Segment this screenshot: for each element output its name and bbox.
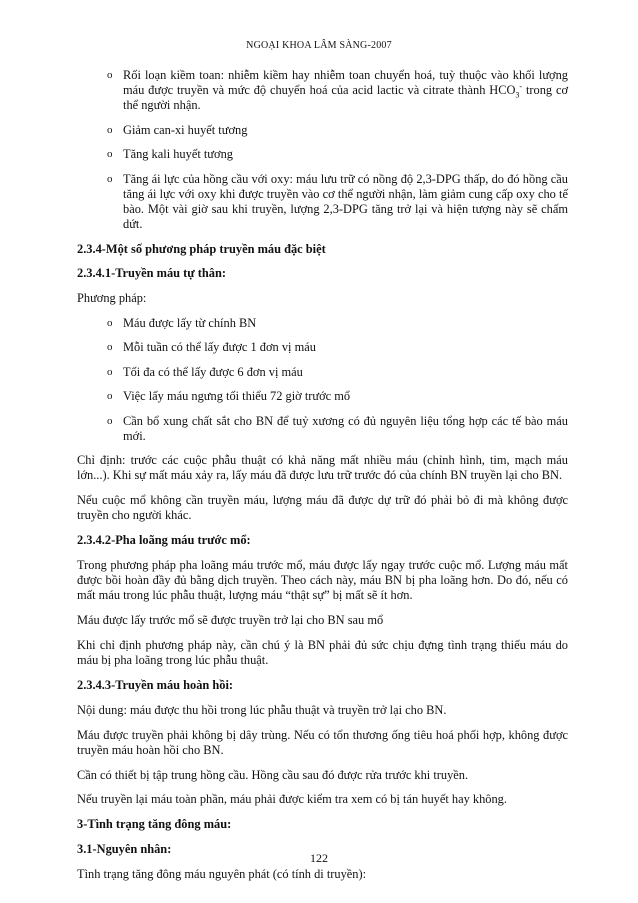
paragraph-salvage-4: Nếu truyền lại máu toàn phần, máu phải được kiểm tra xem có bị tán huyết hay không. (77, 792, 507, 807)
paragraph-dilution-3: Khi chỉ định phương pháp này, cần chú ý là BN phải đủ sức chịu đựng tình trạng thiếu máu do máu bị pha loãng trong lúc phẫu thuật. (77, 637, 568, 668)
list-item-text: Mỗi tuần có thể lấy được 1 đơn vị máu (123, 340, 316, 355)
section-heading-2-3-4-2: 2.3.4.2-Pha loãng máu trước mổ: (77, 533, 251, 548)
complication-list (77, 68, 568, 232)
list-item (77, 147, 568, 162)
list-item (77, 123, 568, 138)
paragraph-method: Phương pháp: (77, 291, 147, 306)
section-heading-2-3-4-3: 2.3.4.3-Truyền máu hoàn hồi: (77, 677, 234, 692)
list-item-text: Việc lấy máu ngưng tối thiểu 72 giờ trước mổ (123, 389, 351, 404)
bullet-marker: o (107, 390, 113, 403)
paragraph-salvage-1: Nội dung: máu được thu hồi trong lúc phẫu thuật và truyền trở lại cho BN. (77, 702, 447, 717)
list-item (77, 414, 568, 444)
page-content (77, 68, 568, 892)
list-item-text: Cần bổ xung chất sắt cho BN để tuỷ xương có đủ nguyên liệu tổng hợp các tế bào máu mới. (123, 413, 568, 443)
bicarbonate-formula: $HCO_3^-$ (489, 82, 523, 100)
list-item-text: Giảm can-xi huyết tương (123, 122, 248, 137)
paragraph-dilution-1: Trong phương pháp pha loãng máu trước mổ, máu được lấy ngay trước cuộc mổ. Lượng máu mất được bồi hoàn đầy đủ bằng dịch truyền. Theo cách này, máu BN bị pha loãng hơn. Do đó, nếu có mất máu trong lúc phẫu thuật, lượng máu “thật sự” bị mất sẽ ít hơn. (77, 557, 568, 603)
bullet-marker: o (107, 69, 113, 81)
section-heading-2-3-4-1: 2.3.4.1-Truyền máu tự thân: (77, 266, 227, 281)
section-heading-2-3-4: 2.3.4-Một số phương pháp truyền máu đặc biệt (77, 241, 326, 256)
list-item (77, 365, 568, 380)
bullet-marker: o (107, 365, 113, 378)
list-item (77, 68, 568, 114)
list-item-text: Tăng kali huyết tương (123, 147, 233, 162)
list-item-text: Tối đa có thể lấy được 6 đơn vị máu (123, 364, 303, 379)
paragraph-no-transfusion: Nếu cuộc mổ không cần truyền máu, lượng máu đã được dự trữ đó phải bỏ đi mà không được truyền cho người khác. (77, 493, 568, 523)
running-header: NGOẠI KHOA LÂM SÀNG-2007 (246, 40, 392, 51)
list-item-text: Rối loạn kiềm toan: nhiễm kiềm hay nhiễm toan chuyển hoá, tuỳ thuộc vào khối lượng máu được truyền và mức độ chuyển hoá của acid lactic và citrate thành (123, 68, 568, 98)
method-list (77, 316, 568, 444)
list-item (77, 172, 568, 233)
bullet-marker: o (107, 172, 113, 185)
bullet-marker: o (107, 316, 113, 329)
list-item-text: trong cơ thể người nhận. (123, 83, 568, 113)
bullet-marker: o (107, 414, 113, 427)
paragraph-cause: Tình trạng tăng đông máu nguyên phát (có tính di truyền): (77, 866, 367, 881)
list-item (77, 316, 568, 331)
bullet-marker: o (107, 123, 113, 136)
bullet-marker: o (107, 341, 113, 354)
section-heading-3: 3-Tình trạng tăng đông máu: (77, 817, 232, 832)
section-heading-3-1: 3.1-Nguyên nhân: (77, 841, 172, 856)
paragraph-salvage-3: Cần có thiết bị tập trung hồng cầu. Hồng cầu sau đó được rửa trước khi truyền. (77, 767, 469, 782)
list-item-text: Tăng ái lực của hồng cầu với oxy: máu lưu trữ có nồng độ 2,3-DPG thấp, do đó hồng cầu tăng ái lực với oxy khi được truyền vào cơ thể người nhận, làm giảm cung cấp oxy cho tế bào. Một vài giờ sau khi truyền, lượng 2,3-DPG tăng trở lại và hiện tượng này sẽ chấm dứt. (123, 171, 568, 232)
list-item-text: Máu được lấy từ chính BN (123, 315, 257, 330)
bullet-marker: o (107, 148, 113, 161)
page-number: 122 (310, 851, 328, 865)
list-item (77, 340, 568, 355)
paragraph-indication: Chỉ định: trước các cuộc phẫu thuật có khả năng mất nhiều máu (chỉnh hình, tim, mạch máu lớn...). Khi sự mất máu xảy ra, lấy máu đã được lưu trữ trước đó của chính BN truyền lại cho BN. (77, 453, 568, 483)
paragraph-salvage-2: Máu được truyền phải không bị dây trùng. Nếu có tổn thương ống tiêu hoá phối hợp, không được truyền máu hoàn hồi cho BN. (77, 727, 568, 757)
paragraph-dilution-2: Máu được lấy trước mổ sẽ được truyền trở lại cho BN sau mổ (77, 613, 384, 628)
list-item (77, 389, 568, 404)
